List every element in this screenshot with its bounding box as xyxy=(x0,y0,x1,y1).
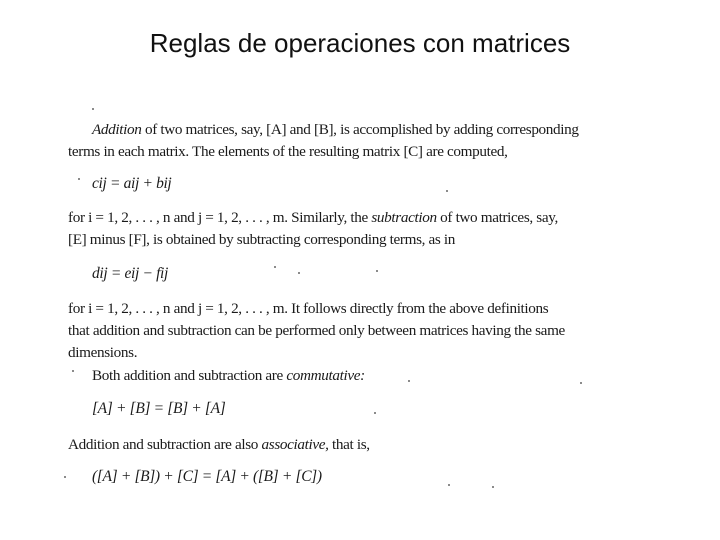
text-line xyxy=(68,437,370,452)
text-span: Both addition and subtraction are xyxy=(92,367,287,384)
text-line: terms in each matrix. The elements of the resulting matrix [C] are computed, xyxy=(68,143,508,160)
scan-speck xyxy=(274,266,276,268)
scan-speck xyxy=(78,178,80,180)
scan-speck xyxy=(448,484,450,486)
text-span: of two matrices, say, [A] and [B], is accomplished by adding corresponding xyxy=(141,121,579,138)
text-line: [E] minus [F], is obtained by subtracting corresponding terms, as in xyxy=(68,231,456,248)
scan-speck xyxy=(580,382,582,384)
text-line xyxy=(68,210,558,225)
text-span: for i = 1, 2, . . . , n and j = 1, 2, . . . , m. Similarly, the xyxy=(68,209,372,226)
equation-addition: cij = aij + bij xyxy=(92,175,172,192)
scan-speck xyxy=(64,476,66,478)
slide-title: Reglas de operaciones con matrices xyxy=(149,28,571,58)
text-line xyxy=(92,122,579,137)
scanned-text-excerpt xyxy=(68,112,579,497)
scan-speck xyxy=(72,370,74,372)
emphasis-addition: Addition xyxy=(92,121,142,138)
emphasis-commutative: commutative: xyxy=(286,367,365,384)
equation-commutative: [A] + [B] = [B] + [A] xyxy=(92,400,226,417)
text-span: Addition and subtraction are also xyxy=(68,436,262,453)
scan-speck xyxy=(408,380,410,382)
equation-subtraction: dij = eij − fij xyxy=(92,265,168,282)
scan-speck xyxy=(376,270,378,272)
emphasis-associative: associative, xyxy=(261,436,329,453)
scan-speck xyxy=(298,272,300,274)
text-span: of two matrices, say, xyxy=(436,209,558,226)
scan-speck xyxy=(446,190,448,192)
text-span: that is, xyxy=(328,436,370,453)
emphasis-subtraction: subtraction xyxy=(371,209,437,226)
scan-speck xyxy=(492,486,494,488)
text-line: for i = 1, 2, . . . , n and j = 1, 2, . . . , m. It follows directly from the above definitions xyxy=(68,300,549,317)
scan-speck xyxy=(374,412,376,414)
text-line: dimensions. xyxy=(68,344,138,361)
text-line xyxy=(92,368,365,383)
scan-speck xyxy=(92,108,94,110)
text-line: that addition and subtraction can be performed only between matrices having the same xyxy=(68,322,565,339)
equation-associative: ([A] + [B]) + [C] = [A] + ([B] + [C]) xyxy=(92,468,322,485)
